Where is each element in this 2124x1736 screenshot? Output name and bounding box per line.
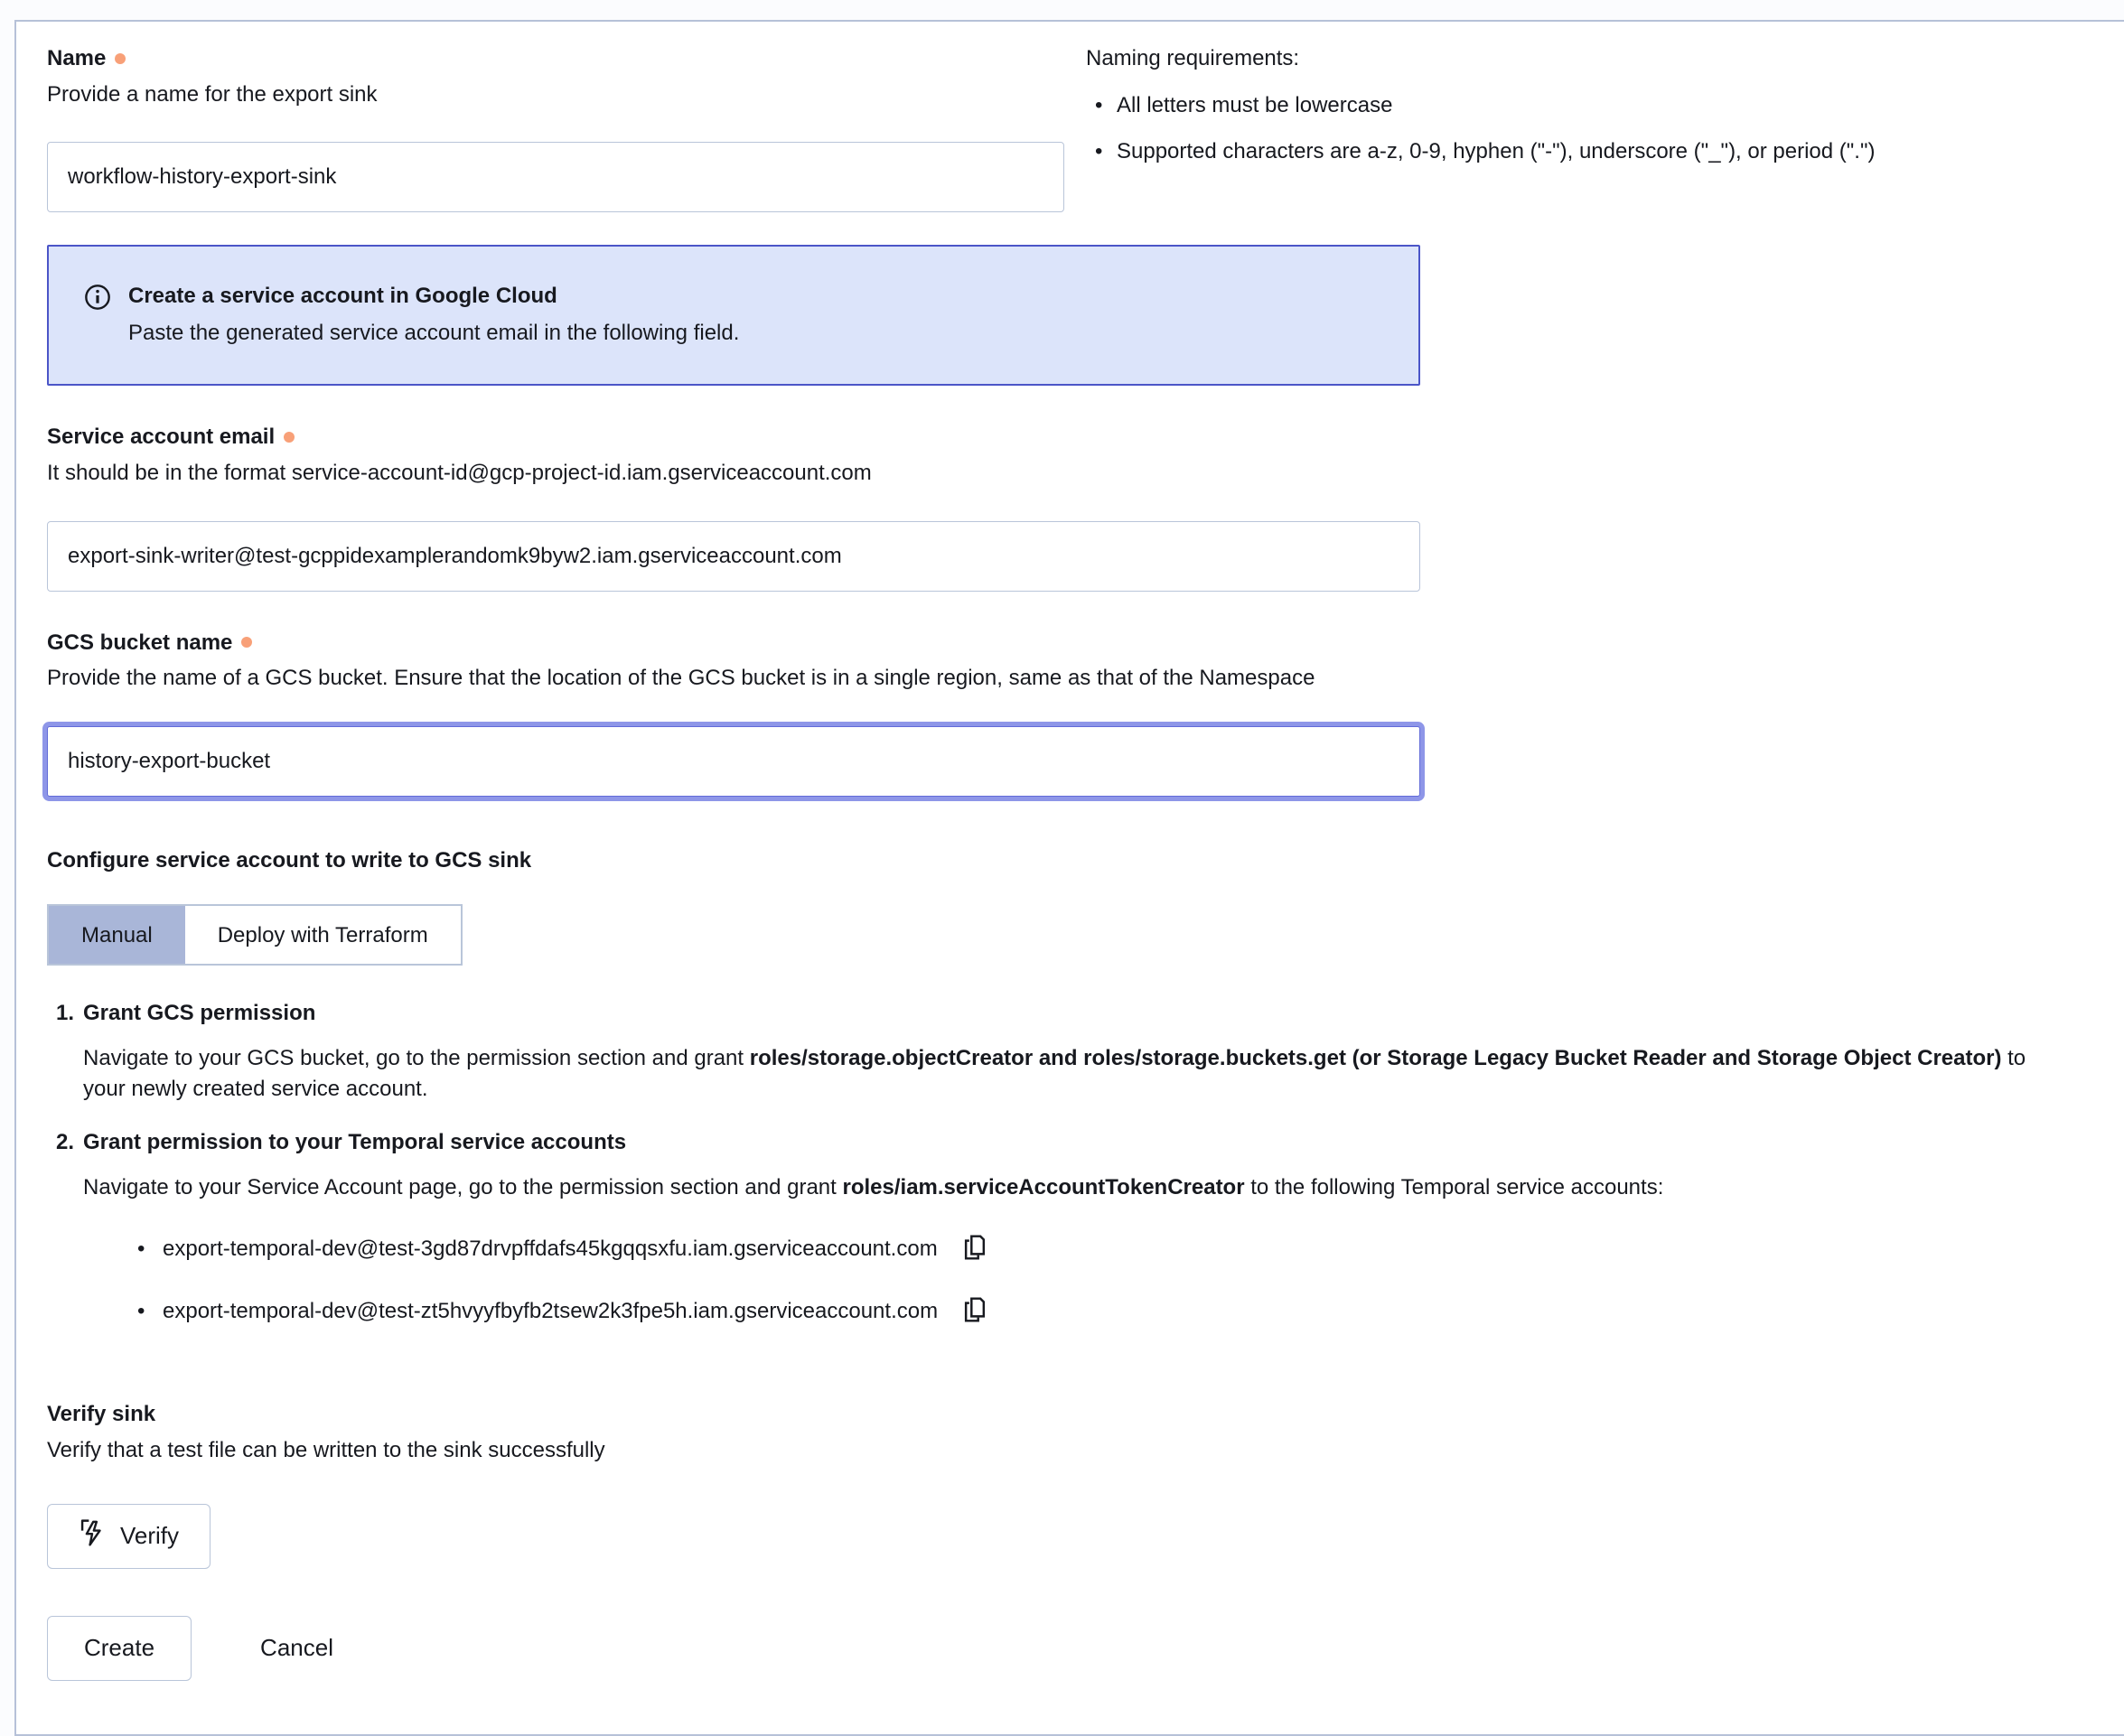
name-input[interactable] bbox=[47, 142, 1064, 212]
create-button[interactable]: Create bbox=[47, 1616, 192, 1681]
naming-requirements-list bbox=[1086, 90, 2124, 167]
naming-requirements bbox=[1086, 43, 2124, 167]
gcs-bucket-label bbox=[47, 628, 2124, 658]
required-dot-icon bbox=[284, 432, 295, 443]
info-icon bbox=[83, 281, 112, 312]
gcs-bucket-input[interactable] bbox=[47, 726, 1420, 797]
name-description: Provide a name for the export sink bbox=[47, 81, 378, 107]
lightning-icon bbox=[79, 1517, 106, 1554]
service-account-item bbox=[137, 1233, 2124, 1265]
required-dot-icon bbox=[241, 637, 252, 648]
service-account-email-input[interactable] bbox=[47, 521, 1420, 592]
step-content bbox=[83, 998, 2071, 1104]
tab-deploy-with-terraform[interactable]: Deploy with Terraform bbox=[217, 922, 428, 947]
required-dot-icon bbox=[115, 53, 126, 64]
service-account-email-description: It should be in the format service-account-id@gcp-project-id.iam.gserviceaccount.com bbox=[47, 460, 872, 485]
info-banner-body: Paste the generated service account email in the following field. bbox=[128, 320, 740, 345]
verify-sink-description: Verify that a test file can be written to the sink successfully bbox=[47, 1437, 605, 1462]
temporal-service-accounts-list bbox=[137, 1233, 2124, 1327]
service-account-email: • export-temporal-dev@test-zt5hvyyfbyfb2tsew2k3fpe5h.iam.gserviceaccount.com bbox=[163, 1299, 939, 1324]
info-banner-text bbox=[128, 281, 739, 348]
cancel-button[interactable]: Cancel bbox=[251, 1634, 342, 1662]
step-grant-temporal-permission bbox=[47, 1127, 2124, 1202]
configure-tabs bbox=[47, 904, 463, 966]
step-body bbox=[83, 1043, 2071, 1104]
naming-requirements-title: Naming requirements: bbox=[1086, 46, 1300, 70]
step-body-text: Navigate to your GCS bucket, go to the permission section and grant bbox=[83, 1045, 750, 1070]
service-account-email-label bbox=[47, 422, 2124, 453]
step-content bbox=[83, 1127, 1663, 1202]
step-body-bold: roles/storage.objectCreator and roles/storage.buckets.get (or Storage Legacy Bucket Reader and Storage Object Creator) bbox=[749, 1045, 2002, 1070]
service-account-email-label-text: Service account email bbox=[47, 425, 276, 450]
step-body-text: Navigate to your Service Account page, go to the permission section and grant bbox=[83, 1174, 843, 1199]
step-body-text: to the following Temporal service accounts: bbox=[1244, 1174, 1664, 1199]
step-number: 2. bbox=[55, 1130, 74, 1155]
name-label-text: Name bbox=[47, 46, 107, 70]
service-account-email-section bbox=[47, 422, 2124, 591]
service-account-email: • export-temporal-dev@test-3gd87drvpffdafs45kgqqsxfu.iam.gserviceaccount.com bbox=[163, 1237, 938, 1262]
step-body bbox=[83, 1172, 1663, 1203]
naming-requirement-item: • Supported characters are a-z, 0-9, hyphen ("-"), underscore ("_"), or period (".") bbox=[1086, 136, 2124, 167]
copy-icon bbox=[961, 1233, 988, 1265]
step-body-text: to your newly created service account. bbox=[83, 1045, 2026, 1101]
gcs-bucket-section bbox=[47, 628, 2124, 797]
export-sink-form-panel bbox=[14, 20, 2124, 1736]
step-title: Grant GCS permission bbox=[83, 1001, 316, 1026]
step-number: 1. bbox=[55, 1001, 74, 1026]
configure-section-title: Configure service account to write to GCS sink bbox=[47, 847, 532, 873]
copy-button[interactable] bbox=[961, 1233, 988, 1265]
tab-manual[interactable]: Manual bbox=[49, 906, 185, 964]
manual-steps bbox=[47, 998, 2124, 1202]
step-body-bold: roles/iam.serviceAccountTokenCreator bbox=[842, 1174, 1245, 1199]
verify-sink-title: Verify sink bbox=[47, 1402, 156, 1427]
verify-button-label: Verify bbox=[120, 1522, 180, 1549]
step-grant-gcs-permission bbox=[47, 998, 2124, 1104]
gcs-bucket-description: Provide the name of a GCS bucket. Ensure that the location of the GCS bucket is in a single region, same as that of the Namespace bbox=[47, 666, 1315, 691]
verify-sink-section bbox=[47, 1399, 2124, 1568]
gcs-bucket-label-text: GCS bucket name bbox=[47, 630, 233, 655]
copy-icon bbox=[961, 1295, 988, 1327]
info-banner bbox=[47, 245, 1420, 386]
step-title: Grant permission to your Temporal service accounts bbox=[83, 1130, 627, 1155]
service-account-item bbox=[137, 1295, 2124, 1327]
info-banner-title: Create a service account in Google Cloud bbox=[128, 284, 557, 309]
verify-button[interactable] bbox=[47, 1504, 211, 1569]
copy-button[interactable] bbox=[961, 1295, 988, 1327]
naming-requirement-item: • All letters must be lowercase bbox=[1086, 90, 2124, 121]
name-section bbox=[47, 43, 2124, 212]
form-actions bbox=[47, 1616, 2124, 1681]
